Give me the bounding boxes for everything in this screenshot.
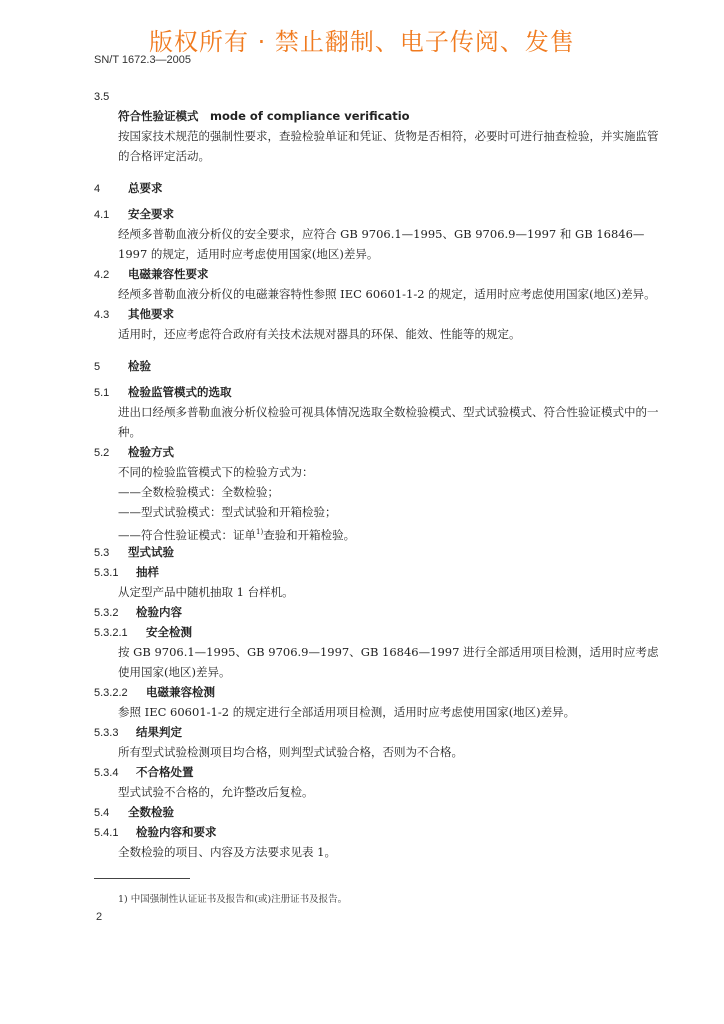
footnote: 1) 中国强制性认证证书及报告和(或)注册证书及报告。 xyxy=(118,894,348,905)
document-body xyxy=(94,86,660,862)
list-item: ——全数检验模式：全数检验； xyxy=(118,485,279,499)
clause-text: 经颅多普勒血液分析仪的安全要求，应符合 GB 9706.1—1995、GB 9706.9—1997 和 GB 16846—1997 的规定，适用时应考虑使用国家(地区)差异。 xyxy=(118,227,645,261)
clause-heading: 5.3.3 结果判定 xyxy=(94,725,182,739)
clause-text: 参照 IEC 60601-1-2 的规定进行全部适用项目检测，适用时应考虑使用国家(地区)差异。 xyxy=(118,705,576,719)
clause-heading: 5.2 检验方式 xyxy=(94,445,174,459)
clause-text: 进出口经颅多普勒血液分析仪检验可视具体情况选取全数检验模式、型式试验模式、符合性验证模式中的一种。 xyxy=(118,405,659,439)
footnote-divider xyxy=(94,878,190,879)
clause-text: 型式试验不合格的，允许整改后复检。 xyxy=(118,785,314,799)
clause-heading: 5.4.1 检验内容和要求 xyxy=(94,825,217,839)
copyright-banner: 版权所有 · 禁止翻制、电子传阅、发售 xyxy=(149,28,575,56)
clause-heading: 5.3.2 检验内容 xyxy=(94,605,182,619)
clause-text: 经颅多普勒血液分析仪的电磁兼容特性参照 IEC 60601-1-2 的规定，适用时应考虑使用国家(地区)差异。 xyxy=(118,287,656,301)
clause-text: 适用时，还应考虑符合政府有关技术法规对器具的环保、能效、性能等的规定。 xyxy=(118,327,521,341)
clause-heading: 5.4 全数检验 xyxy=(94,805,174,819)
clause-text: 全数检验的项目、内容及方法要求见表 1。 xyxy=(118,845,336,859)
section-heading: 4 总要求 xyxy=(94,181,163,195)
clause-text: 所有型式试验检测项目均合格，则判型式试验合格，否则为不合格。 xyxy=(118,745,463,759)
clause-heading: 4.1 安全要求 xyxy=(94,207,174,221)
clause-heading: 5.3.1 抽样 xyxy=(94,565,159,579)
clause-heading: 5.3.2.1 安全检测 xyxy=(94,625,192,639)
clause-text: 按 GB 9706.1—1995、GB 9706.9—1997、GB 16846—1997 进行全部适用项目检测，适用时应考虑使用国家(地区)差异。 xyxy=(118,645,659,679)
clause-number: 3.5 xyxy=(94,91,110,103)
clause-text: 按国家技术规范的强制性要求，查验检验单证和凭证、货物是否相符，必要时可进行抽查检验，并实施监管的合格评定活动。 xyxy=(118,129,659,163)
page-number: 2 xyxy=(96,911,103,923)
clause-text: 从定型产品中随机抽取 1 台样机。 xyxy=(118,585,294,599)
clause-text: 不同的检验监管模式下的检验方式为： xyxy=(118,465,314,479)
clause-heading: 5.3.4 不合格处置 xyxy=(94,765,194,779)
list-item: ——型式试验模式：型式试验和开箱检验； xyxy=(118,505,337,519)
footnote-ref: 1) xyxy=(256,528,264,536)
clause-title: 符合性验证模式 mode of compliance verificatio xyxy=(118,109,410,123)
standard-code: SN/T 1672.3—2005 xyxy=(94,54,192,66)
clause-heading: 4.3 其他要求 xyxy=(94,307,174,321)
list-item: ——符合性验证模式：证单$^{1)}$查验和开箱检验。 xyxy=(118,527,356,542)
clause-heading: 5.3 型式试验 xyxy=(94,545,174,559)
section-heading: 5 检验 xyxy=(94,359,151,373)
clause-heading: 4.2 电磁兼容性要求 xyxy=(94,267,209,281)
clause-heading: 5.1 检验监管模式的选取 xyxy=(94,385,232,399)
clause-heading: 5.3.2.2 电磁兼容检测 xyxy=(94,685,215,699)
